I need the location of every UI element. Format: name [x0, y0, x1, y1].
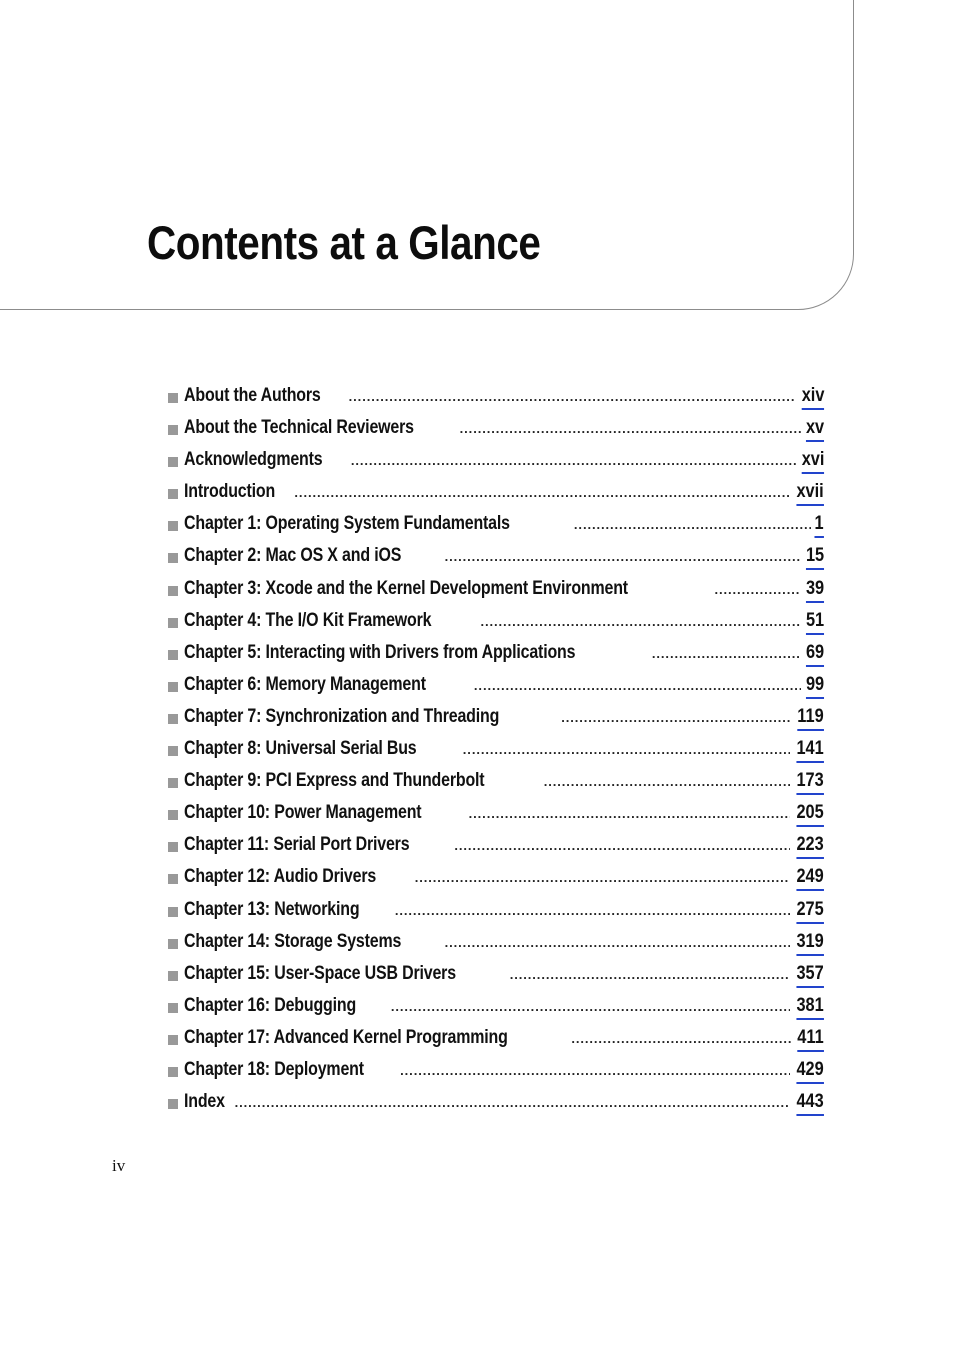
square-bullet-icon [168, 586, 178, 596]
toc-page-link[interactable]: 99 [806, 674, 824, 699]
square-bullet-icon [168, 746, 178, 756]
toc-entry-line [184, 578, 824, 604]
toc-entry[interactable] [166, 992, 824, 1024]
toc-entry[interactable] [166, 639, 824, 671]
dot-leader [715, 580, 801, 600]
dot-leader [652, 644, 801, 664]
toc-entry[interactable] [166, 735, 824, 767]
toc-page-link[interactable]: 39 [806, 578, 824, 603]
toc-page-link[interactable]: 173 [797, 770, 824, 795]
toc-entry-label: Chapter 7: Synchronization and Threading [184, 705, 500, 727]
toc-page-link[interactable]: 69 [806, 642, 824, 667]
toc-entry-line [184, 674, 824, 700]
square-bullet-icon [168, 618, 178, 628]
toc-entry-label: About the Technical Reviewers [184, 417, 414, 439]
toc-page-link[interactable]: 357 [797, 963, 824, 988]
toc-entry-label: Chapter 11: Serial Port Drivers [184, 834, 410, 856]
toc-entry-line [184, 385, 824, 411]
toc-entry-line [184, 899, 824, 925]
toc-page-link[interactable]: 51 [806, 610, 824, 635]
toc-entry[interactable] [166, 928, 824, 960]
toc-entry-line [184, 706, 824, 732]
toc-entry[interactable] [166, 960, 824, 992]
toc-entry-line [184, 481, 824, 507]
toc-entry[interactable] [166, 382, 824, 414]
dot-leader [469, 804, 791, 824]
dot-leader [454, 836, 790, 856]
dot-leader [474, 676, 801, 696]
toc-entry-line [184, 417, 824, 443]
toc-page-link[interactable]: 141 [797, 738, 824, 763]
toc-entry[interactable] [166, 478, 824, 510]
toc-entry-label: Chapter 18: Deployment [184, 1058, 364, 1080]
toc-entry[interactable] [166, 671, 824, 703]
square-bullet-icon [168, 650, 178, 660]
toc-entry[interactable] [166, 414, 824, 446]
dot-leader [349, 387, 796, 407]
toc-entry-line [184, 1091, 824, 1117]
toc-entry[interactable] [166, 542, 824, 574]
toc-entry-label: Chapter 10: Power Management [184, 802, 422, 824]
toc-entry-line [184, 834, 824, 860]
toc-entry-label: Introduction [184, 481, 276, 503]
square-bullet-icon [168, 939, 178, 949]
toc-entry[interactable] [166, 607, 824, 639]
toc-page-link[interactable]: 381 [797, 995, 824, 1020]
page-title: Contents at a Glance [147, 216, 541, 269]
square-bullet-icon [168, 1035, 178, 1045]
square-bullet-icon [168, 425, 178, 435]
toc-page-link[interactable]: 1 [815, 513, 824, 538]
dot-leader [510, 965, 791, 985]
square-bullet-icon [168, 553, 178, 563]
dot-leader [415, 868, 791, 888]
toc-entry-label: Chapter 2: Mac OS X and iOS [184, 545, 402, 567]
toc-entry-line [184, 995, 824, 1021]
toc-entry-line [184, 963, 824, 989]
toc-entry-label: Chapter 17: Advanced Kernel Programming [184, 1026, 508, 1048]
toc-entry-line [184, 513, 824, 539]
dot-leader [351, 451, 796, 471]
toc-page-link[interactable]: 15 [806, 545, 824, 570]
square-bullet-icon [168, 842, 178, 852]
toc-entry-label: Chapter 4: The I/O Kit Framework [184, 609, 432, 631]
toc-page-link[interactable]: 119 [798, 706, 824, 731]
toc-entry[interactable] [166, 575, 824, 607]
toc-entry-label: Chapter 3: Xcode and the Kernel Development Environment [184, 577, 628, 599]
dot-leader [561, 708, 791, 728]
dot-leader [463, 740, 791, 760]
table-of-contents [166, 382, 824, 1120]
toc-entry[interactable] [166, 896, 824, 928]
toc-page-link[interactable]: xvii [797, 481, 824, 506]
toc-page-link[interactable]: 223 [797, 834, 824, 859]
toc-entry-line [184, 770, 824, 796]
square-bullet-icon [168, 810, 178, 820]
dot-leader [571, 1029, 791, 1049]
dot-leader [445, 933, 791, 953]
toc-entry-label: Chapter 9: PCI Express and Thunderbolt [184, 770, 485, 792]
toc-entry-line [184, 642, 824, 668]
page-folio: iv [112, 1156, 126, 1175]
square-bullet-icon [168, 874, 178, 884]
toc-entry-label: About the Authors [184, 385, 321, 406]
toc-entry[interactable] [166, 767, 824, 799]
square-bullet-icon [168, 1003, 178, 1013]
dot-leader [544, 772, 791, 792]
dot-leader [294, 483, 790, 503]
dot-leader [460, 419, 801, 439]
toc-entry-label: Chapter 16: Debugging [184, 994, 357, 1016]
toc-page-link[interactable]: 429 [797, 1059, 824, 1084]
toc-entry-line [184, 738, 824, 764]
toc-entry[interactable] [166, 510, 824, 542]
toc-entry[interactable] [166, 863, 824, 895]
square-bullet-icon [168, 457, 178, 467]
toc-entry-line [184, 610, 824, 636]
toc-entry-label: Chapter 13: Networking [184, 898, 360, 920]
toc-entry[interactable] [166, 831, 824, 863]
toc-entry[interactable] [166, 1088, 824, 1120]
toc-entry-line [184, 1059, 824, 1085]
dot-leader [400, 1061, 790, 1081]
toc-entry-line [184, 802, 824, 828]
toc-page-link[interactable]: xiv [801, 385, 824, 410]
toc-entry-line [184, 449, 824, 475]
toc-entry-line [184, 866, 824, 892]
square-bullet-icon [168, 1067, 178, 1077]
dot-leader [574, 515, 812, 535]
square-bullet-icon [168, 778, 178, 788]
dot-leader [391, 997, 790, 1017]
toc-entry-label: Chapter 15: User-Space USB Drivers [184, 962, 456, 984]
toc-entry-label: Chapter 1: Operating System Fundamentals [184, 513, 510, 535]
toc-page-link[interactable]: 275 [797, 899, 824, 924]
toc-entry-label: Chapter 8: Universal Serial Bus [184, 738, 417, 760]
dot-leader [395, 901, 790, 921]
toc-entry[interactable] [166, 446, 824, 478]
toc-entry[interactable] [166, 799, 824, 831]
toc-page-link[interactable]: 319 [797, 931, 824, 956]
toc-entry-label: Index [184, 1091, 225, 1113]
toc-page-link[interactable]: 443 [797, 1091, 824, 1116]
dot-leader [445, 547, 801, 567]
toc-entry[interactable] [166, 1024, 824, 1056]
toc-entry-label: Chapter 14: Storage Systems [184, 930, 402, 952]
toc-page-link[interactable]: xv [806, 417, 824, 442]
square-bullet-icon [168, 971, 178, 981]
toc-entry[interactable] [166, 703, 824, 735]
dot-leader [235, 1093, 791, 1113]
square-bullet-icon [168, 1099, 178, 1109]
square-bullet-icon [168, 714, 178, 724]
toc-page-link[interactable]: 411 [798, 1027, 824, 1052]
toc-page-link[interactable]: xvi [801, 449, 824, 474]
square-bullet-icon [168, 682, 178, 692]
toc-entry[interactable] [166, 1056, 824, 1088]
square-bullet-icon [168, 907, 178, 917]
toc-entry-label: Chapter 12: Audio Drivers [184, 866, 377, 888]
toc-entry-line [184, 545, 824, 571]
toc-entry-label: Acknowledgments [184, 449, 323, 471]
dot-leader [481, 612, 801, 632]
toc-entry-label: Chapter 6: Memory Management [184, 673, 426, 695]
toc-entry-line [184, 1027, 824, 1053]
square-bullet-icon [168, 489, 178, 499]
square-bullet-icon [168, 521, 178, 531]
toc-page-link[interactable]: 249 [797, 866, 824, 891]
square-bullet-icon [168, 393, 178, 403]
toc-entry-line [184, 931, 824, 957]
toc-entry-label: Chapter 5: Interacting with Drivers from Applications [184, 641, 576, 663]
toc-page-link[interactable]: 205 [797, 802, 824, 827]
